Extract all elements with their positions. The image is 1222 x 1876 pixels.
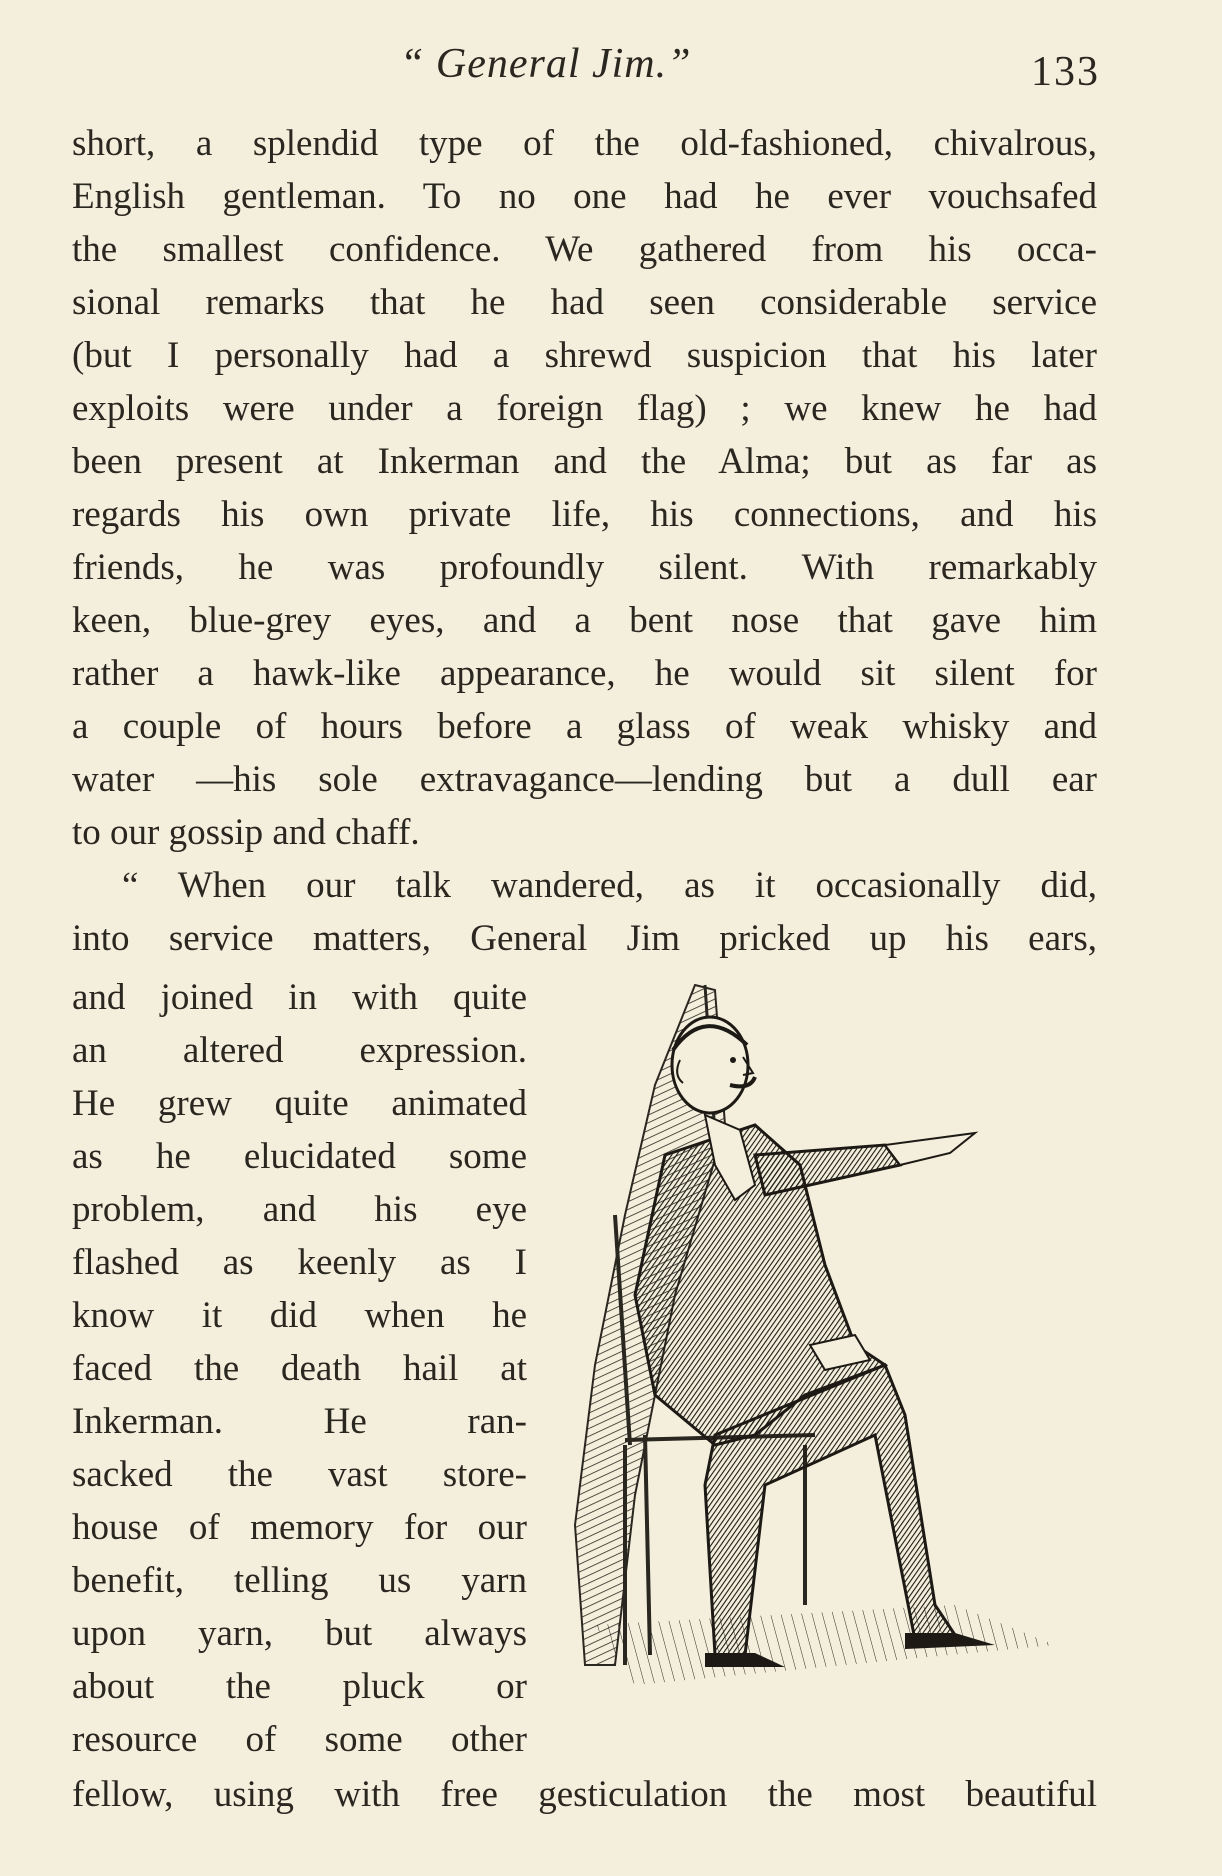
text-line: fellow, using with free gesticulation the most beautiful — [72, 1774, 1097, 1815]
narrow-text-line: benefit, telling us yarn — [72, 1560, 527, 1601]
narrow-text-line: resource of some other — [72, 1719, 527, 1760]
text-line: water —his sole extravagance—lending but a dull ear — [72, 759, 1097, 800]
text-line: to our gossip and chaff. — [72, 812, 420, 853]
narrow-text-line: flashed as keenly as I — [72, 1242, 527, 1283]
narrow-text-line: problem, and his eye — [72, 1189, 527, 1230]
running-title: “ General Jim.” — [400, 41, 692, 87]
text-line: rather a hawk-like appearance, he would sit silent for — [72, 653, 1097, 694]
text-line: a couple of hours before a glass of weak whisky and — [72, 706, 1097, 747]
text-line: the smallest confidence. We gathered from his occa- — [72, 229, 1097, 270]
text-line: (but I personally had a shrewd suspicion that his later — [72, 335, 1097, 376]
narrow-text-line: faced the death hail at — [72, 1348, 527, 1389]
running-head — [70, 40, 1100, 100]
head — [672, 1017, 755, 1113]
illustration-seated-gentleman — [555, 965, 1085, 1755]
narrow-text-line: sacked the vast store- — [72, 1454, 527, 1495]
text-line: short, a splendid type of the old-fashioned, chivalrous, — [72, 123, 1097, 164]
text-line: keen, blue-grey eyes, and a bent nose that gave him — [72, 600, 1097, 641]
narrow-text-line: house of memory for our — [72, 1507, 527, 1548]
text-line: into service matters, General Jim pricked up his ears, — [72, 918, 1097, 959]
text-line: exploits were under a foreign flag) ; we knew he had — [72, 388, 1097, 429]
narrow-text-line: Inkerman. He ran- — [72, 1401, 527, 1442]
text-line: sional remarks that he had seen considerable service — [72, 282, 1097, 323]
text-line: been present at Inkerman and the Alma; but as far as — [72, 441, 1097, 482]
text-line: friends, he was profoundly silent. With remarkably — [72, 547, 1097, 588]
narrow-text-line: an altered expression. — [72, 1030, 527, 1071]
pointing-hand — [885, 1133, 975, 1165]
narrow-text-line: as he elucidated some — [72, 1136, 527, 1177]
text-line: regards his own private life, his connections, and his — [72, 494, 1097, 535]
narrow-text-line: upon yarn, but always — [72, 1613, 527, 1654]
narrow-text-line: and joined in with quite — [72, 977, 527, 1018]
text-line: English gentleman. To no one had he ever vouchsafed — [72, 176, 1097, 217]
narrow-text-line: know it did when he — [72, 1295, 527, 1336]
outstretched-arm — [755, 1145, 900, 1195]
page-number: 133 — [1031, 49, 1100, 95]
narrow-text-line: about the pluck or — [72, 1666, 527, 1707]
narrow-text-line: He grew quite animated — [72, 1083, 527, 1124]
paragraph-first-line: “ When our talk wandered, as it occasionally did, — [122, 865, 1097, 906]
illustration-svg — [555, 965, 1085, 1755]
